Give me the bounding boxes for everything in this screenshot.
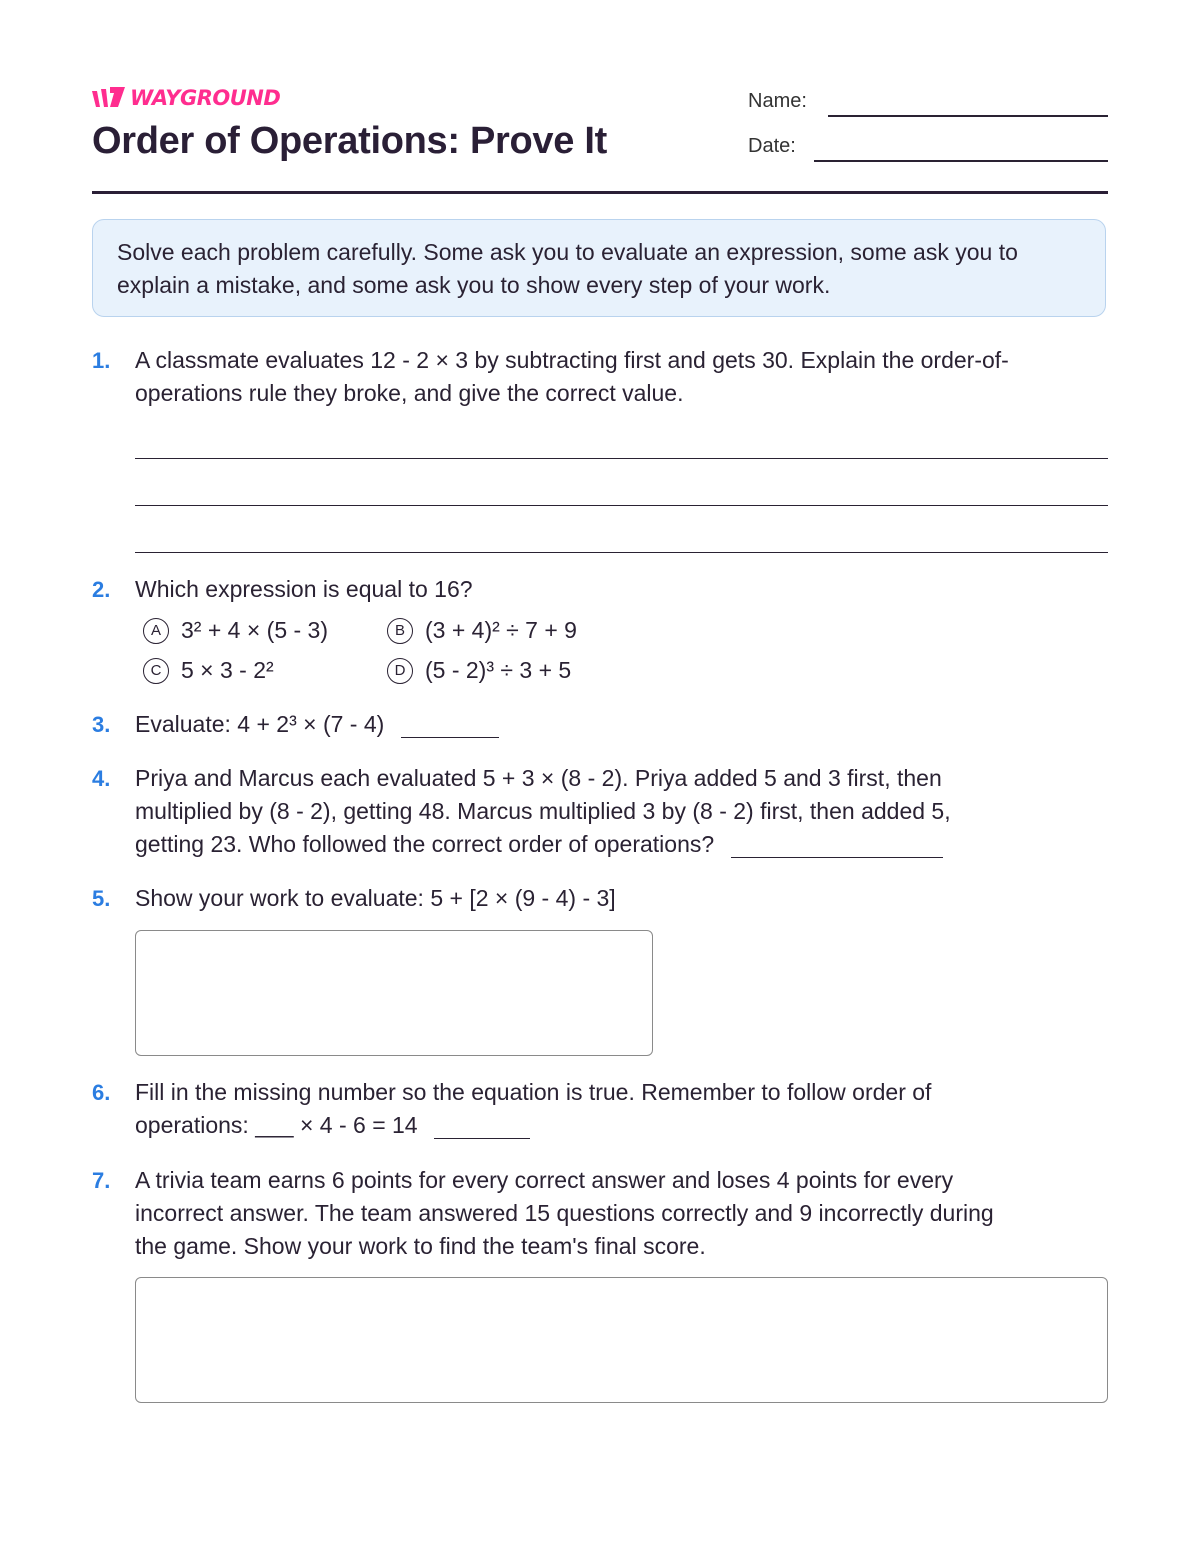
- choice-text: 5 × 3 - 2²: [181, 657, 274, 683]
- question-3-text: [135, 708, 499, 741]
- question-text-line: Fill in the missing number so the equation is true. Remember to follow order of: [135, 1079, 932, 1105]
- question-text-line: A trivia team earns 6 points for every correct answer and loses 4 points for every: [135, 1167, 954, 1193]
- choice-text: (5 - 2)³ ÷ 3 + 5: [425, 657, 572, 683]
- choice-a[interactable]: [143, 617, 328, 644]
- question-text-line: Evaluate: 4 + 2³ × (7 - 4): [135, 711, 385, 737]
- answer-blank[interactable]: [401, 736, 499, 738]
- choice-letter[interactable]: D: [387, 658, 413, 684]
- choice-c[interactable]: [143, 657, 274, 684]
- choice-letter[interactable]: A: [143, 618, 169, 644]
- header-divider: [92, 191, 1108, 194]
- brand-name: WAYGROUND: [130, 86, 281, 110]
- question-number: 1.: [92, 348, 111, 373]
- choice-text: (3 + 4)² ÷ 7 + 9: [425, 617, 577, 643]
- answer-line[interactable]: [135, 552, 1108, 553]
- choice-d[interactable]: [387, 657, 571, 684]
- question-7-text: [135, 1164, 1110, 1263]
- answer-blank[interactable]: [434, 1137, 530, 1139]
- question-text-line: getting 23. Who followed the correct order of operations?: [135, 831, 715, 857]
- question-text-line: operations rule they broke, and give the correct value.: [135, 380, 684, 406]
- work-box[interactable]: [135, 930, 653, 1056]
- question-text-line: incorrect answer. The team answered 15 questions correctly and 9 incorrectly during: [135, 1200, 994, 1226]
- question-number: 5.: [92, 886, 111, 911]
- page-title: Order of Operations: Prove It: [92, 120, 607, 162]
- question-number: 7.: [92, 1168, 111, 1193]
- name-field[interactable]: [828, 115, 1108, 117]
- question-number: 3.: [92, 712, 111, 737]
- work-box[interactable]: [135, 1277, 1108, 1403]
- question-1-text: [135, 344, 1110, 410]
- wayground-logo-icon: [92, 87, 126, 109]
- question-number: 6.: [92, 1080, 111, 1105]
- choice-b[interactable]: [387, 617, 577, 644]
- question-4-text: [135, 762, 1110, 861]
- question-2-text: Which expression is equal to 16?: [135, 576, 473, 602]
- answer-blank[interactable]: [731, 856, 943, 858]
- instructions-box: Solve each problem carefully. Some ask you to evaluate an expression, some ask you to explain a mistake, and some ask you to show every step of your work.: [92, 219, 1106, 317]
- question-6-text: [135, 1076, 1110, 1142]
- question-text-line: A classmate evaluates 12 - 2 × 3 by subtracting first and gets 30. Explain the order-of-: [135, 347, 1009, 373]
- question-text-line: multiplied by (8 - 2), getting 48. Marcus multiplied 3 by (8 - 2) first, then added 5,: [135, 798, 951, 824]
- question-number: 4.: [92, 766, 111, 791]
- question-text-line: operations: ___ × 4 - 6 = 14: [135, 1112, 418, 1138]
- question-5-text: Show your work to evaluate: 5 + [2 × (9 - 4) - 3]: [135, 885, 616, 911]
- date-label: Date:: [748, 135, 796, 157]
- choice-letter[interactable]: C: [143, 658, 169, 684]
- name-label: Name:: [748, 90, 807, 112]
- choice-letter[interactable]: B: [387, 618, 413, 644]
- answer-line[interactable]: [135, 458, 1108, 459]
- question-text-line: the game. Show your work to find the team's final score.: [135, 1233, 706, 1259]
- brand-logo: [92, 86, 280, 110]
- answer-line[interactable]: [135, 505, 1108, 506]
- choice-text: 3² + 4 × (5 - 3): [181, 617, 329, 643]
- question-number: 2.: [92, 577, 111, 602]
- date-field[interactable]: [814, 160, 1108, 162]
- question-text-line: Priya and Marcus each evaluated 5 + 3 × (8 - 2). Priya added 5 and 3 first, then: [135, 765, 942, 791]
